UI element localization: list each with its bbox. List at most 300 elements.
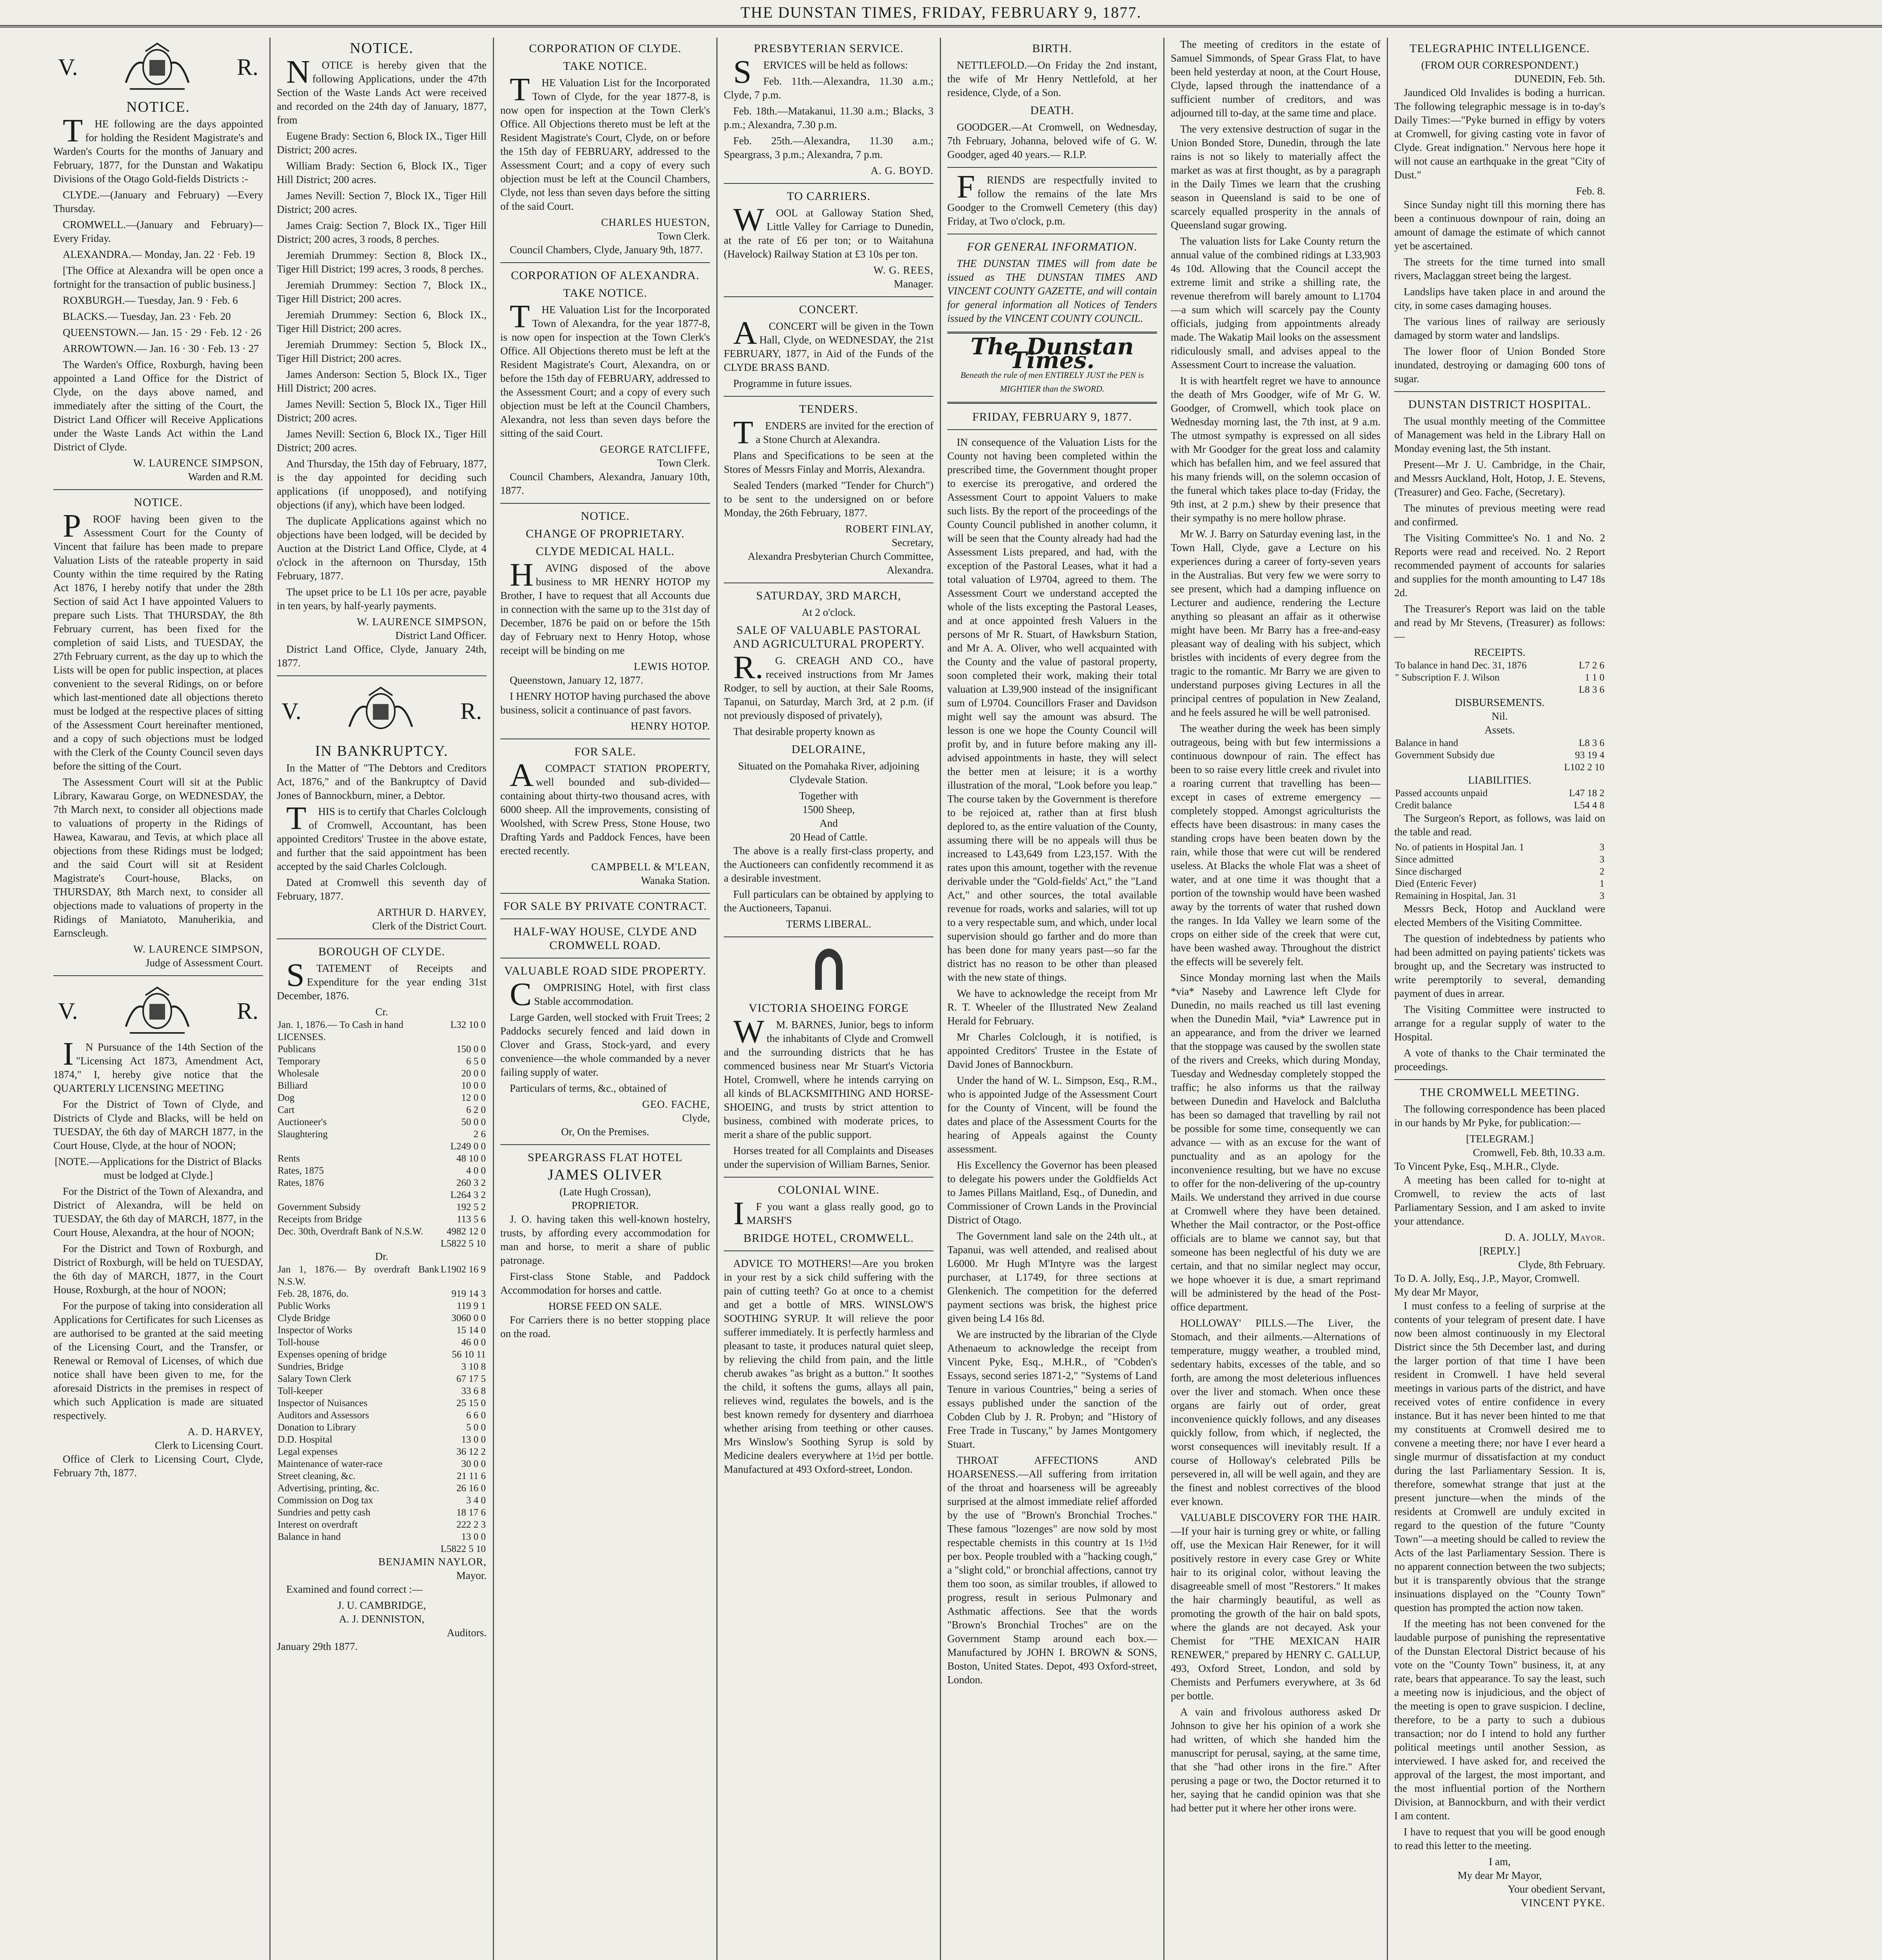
table-cell-label: Government Subsidy [278, 1202, 361, 1212]
signature-place: Alexandra Presbyterian Church Committee, Alexandra. [748, 550, 934, 576]
divider [1394, 391, 1605, 392]
divider [947, 429, 1157, 430]
table-cell-label: Jan 1, 1876.— By overdraft Bank N.S.W. [278, 1264, 439, 1287]
signature: ARTHUR D. HARVEY, [377, 906, 487, 918]
table-cell-label: Sundries, Bridge [278, 1361, 344, 1372]
licensing-clyde: For the District of Town of Clyde, and Districts of Clyde and Blacks, will be held on TUESDAY, the 6th day of MARCH 1877, in the Court House, Clyde, at the hour of NOON; [53, 1098, 263, 1151]
reply-body: I have to request that you will be good enough to read this letter to the meeting. [1394, 1826, 1605, 1851]
dateline: DUNEDIN, Feb. 5th. [1514, 73, 1605, 85]
coat-of-arms-icon [118, 40, 196, 94]
masthead: THE DUNSTAN TIMES, FRIDAY, FEBRUARY 9, 1877. [0, 0, 1882, 27]
notice-heading: NOTICE. [134, 496, 183, 509]
table-cell-amount: 93 19 4 [1575, 750, 1604, 760]
table-cell-label: Died (Enteric Fever) [1395, 878, 1476, 889]
alexandra-note: [The Office at Alexandra will be open once a fortnight for the transaction of public business.] [53, 265, 263, 290]
table-row [277, 1288, 487, 1300]
table-row [277, 1165, 487, 1177]
take-notice-heading: TAKE NOTICE. [563, 287, 647, 299]
news-item: VALUABLE DISCOVERY FOR THE HAIR.—If your hair is turning grey or white, or falling off, use the Mexican Hair Renewer, for it will positively restore in every case Grey or White hair to its original color, without leaving the disagreeable smell of most "Restorers." It makes the hair charmingly beautiful, as well as promoting the growth of the hair on bald spots, where the glands are not decayed. Ask your Chemist for "THE MEXICAN HAIR RENEWER," prepared by HENRY C. GALLUP, 493, Oxford Street, London, and sold by Chemists and Perfumers everywhere, at 3s 6d per bottle. [1171, 1512, 1381, 1702]
meeting-intro: The following correspondence has been placed in our hands by Mr Pyke, for publication:— [1394, 1103, 1605, 1129]
news-item: Since Monday morning last when the Mails *via* Naseby and Lawrence left Clyde for Dunedin, no mails reached us till last evening when the Dunedin Mail, *via* Lawrence put in an appearance, and from the driver we learned that the stoppage was caused by the swollen state of the rivers and Creeks, which during Monday, Tuesday and Wednesday completely stopped the traffic; he also informs us that the railway between Dunedin and Havelock and Balclutha has been so damaged that travelling by rail not be possible for some time, consequently we can advance — with as an excuse for the want of punctuality and as an apology for the inconvenience resulting, but we have no excuse to offer for the non-delivering of the up-country Mails. We understand they arrived in due course at Cromwell where they have been detained. Whether the Mail contractor, or the Post-office officials are to blame we cannot say, but that someone has been neglectful of his duty we are certain, and that no similar neglect may occur, we hope whoever it is due, a smart reprimand will be administered by the head of the Post-office department. [1171, 972, 1381, 1313]
signature: W. LAURENCE SIMPSON, [133, 943, 263, 955]
table-row [1394, 659, 1605, 671]
medical-hall-text: HAVING disposed of the above business to MR HENRY HOTOP my Brother, I have to request that all Accounts due in connection with the same up to the 31st day of December, 1876 be paid on or before the 15th day of February next to Henry Hotop, whose receipt will be binding on me [500, 557, 710, 656]
licensing-note: [NOTE.—Applications for the District of Blacks must be lodged at Clyde.] [54, 1156, 262, 1181]
notice-heading: NOTICE. [126, 99, 190, 115]
speargrass-heading: SPEARGRASS FLAT HOTEL [527, 1151, 683, 1164]
table-cell-amount: 6 5 0 [466, 1056, 486, 1067]
news-item: The very extensive destruction of sugar in the Union Bonded Store, Dunedin, through the late rains is not so likely to materially affect the market as was at first thought, as by a paragraph in the Daily Times we learn that the crushing season in Queensland is said to be one of scarcely equalled prosperity in the annals of Queensland sugar growing. [1171, 123, 1381, 231]
column-3 [494, 38, 718, 1960]
auction-text: The duplicate Applications against which no objections have been lodged, will be decided by Auction at the District Land Office, Clyde, at 4 o'clock in the afternoon on Thursday, 15th February, 1877. [277, 515, 487, 582]
table-cell-amount: 4 0 0 [466, 1165, 486, 1176]
private-contract-heading: FOR SALE BY PRIVATE CONTRACT. [503, 900, 707, 913]
for-sale-heading: FOR SALE. [574, 745, 636, 758]
table-row [277, 1300, 487, 1312]
tenders-text: TENDERS are invited for the erection of a Stone Church at Alexandra. [733, 414, 934, 451]
waste-lands-intro: NOTICE is hereby given that the following Applications, under the 47th Section of the Waste Lands Act were received and recorded on the 24th day of January, 1877, from [277, 54, 487, 126]
table-cell-amount: 30 0 0 [461, 1459, 486, 1469]
blacks-schedule: BLACKS.— Tuesday, Jan. 23 · Feb. 20 [63, 310, 231, 322]
editorial-dateline: FRIDAY, FEBRUARY 9, 1877. [972, 410, 1132, 423]
statement-date: January 29th 1877. [277, 1641, 358, 1652]
take-notice-heading: TAKE NOTICE. [563, 60, 647, 73]
list-item: Jeremiah Drummey: Section 8, Block IX., Tiger Hill District; 199 acres, 3 roods, 8 perches. [277, 249, 487, 275]
wool-text: WOOL at Galloway Station Shed, Little Valley for Carriage to Dunedin, at the rate of £6 per ton; or to Waitahuna (Havelock) Railway Station at £3 10s per ton. [724, 201, 934, 260]
cromwell-schedule: CROMWELL.—(January and February)—Every Friday. [53, 219, 263, 244]
table-row [1394, 853, 1605, 866]
table-cell-amount: 3060 0 0 [451, 1313, 486, 1323]
news-item: HOLLOWAY' PILLS.—The Liver, the Stomach, and their ailments.—Alternations of temperature, muggy weather, a troubled mind, sedentary habits, excesses of the table, and so forth, are among the most deleterious influences over the liver and stomach. When once these organs are fairly out of order, great inconvenience quickly follows, and any diseases quickly follow, from which, if neglected, the worst consequences will inevitably result. If a course of Holloway's celebrated Pills be persevered in, all will be well again, and they are the finest and noblest correctives of the blood ever known. [1171, 1317, 1381, 1507]
table-row [277, 1373, 487, 1385]
news-item: The weather during the week has been simply outrageous, being with but few intermissions a continuous downpour of rain. The effect has been to so raise every little creek and rivulet into a roaring current that travelling has been—except in cases of extreme emergency — completely stopped. Amongst agriculturists the effects have been disastrous: in many cases the standing crops have been beaten down by the rain, while those that were cut will be rendered useless. At Blacks the whole Flat was a sheet of water, and at one time it was thought that a portion of the township would have been washed away by the torrents of water that rushed down the ranges. In Ida Valley we learn some of the crops on either side of the creek that were cut, have been washed away. Throughout the district the effects will be severely felt. [1171, 722, 1381, 967]
pastoral-sale-heading: SALE OF VALUABLE PASTORAL AND AGRICULTURAL PROPERTY. [733, 624, 925, 650]
table-cell-amount: 18 17 6 [456, 1507, 486, 1518]
table-cell-label: Rents [278, 1153, 300, 1164]
table-cell-label: Salary Town Clerk [278, 1374, 352, 1384]
licensing-roxburgh: For the District and Town of Roxburgh, and District of Roxburgh, will be held on TUESDAY, the 6th day of MARCH, 1877, in the Court House, Roxburgh, at the hour of NOON; [53, 1243, 263, 1296]
bankruptcy-matter: In the Matter of "The Debtors and Creditors Act, 1876," and of the Bankruptcy of David Jones of Bannockburn, miner, a Debtor. [277, 762, 487, 801]
table-row [277, 1446, 487, 1458]
signature-title: District Land Officer. [395, 630, 487, 641]
telegram-text: The lower floor of Union Bonded Store inundated, destroying or damaging 600 tons of sugar. [1394, 345, 1605, 385]
signature: GEO. FACHE, [642, 1098, 710, 1110]
newspaper-flag: The Dunstan Times. [970, 333, 1134, 374]
late-owner: (Late Hugh Crossan), [559, 1186, 651, 1198]
terms-text: Particulars of terms, &c., obtained of [510, 1082, 667, 1094]
correspondent-line: (FROM OUR CORRESPONDENT.) [1421, 59, 1579, 71]
signature-place: Council Chambers, Clyde, January 9th, 1877. [510, 244, 703, 256]
signature: W. LAURENCE SIMPSON, [133, 457, 263, 469]
table-row [277, 1213, 487, 1225]
table-cell-amount: 10 0 0 [461, 1080, 486, 1091]
signature: VINCENT PYKE. [1521, 1897, 1605, 1909]
roxburgh-schedule: ROXBURGH.— Tuesday, Jan. 9 · Feb. 6 [63, 294, 238, 306]
divider [724, 1177, 934, 1178]
forge-text: WM. BARNES, Junior, begs to inform the inhabitants of Clyde and Cromwell and the surrounding districts that he has commenced business near Mr Stuart's Victoria Hotel, Cromwell, where he intends carrying on all kinds of BLACKSMITHING AND HORSE-SHOEING, and trusts by strict attention to business, combined with moderate prices, to merit a share of the public support. [724, 1013, 934, 1140]
plans-text: Plans and Specifications to be seen at the Stores of Messrs Finlay and Morris, Alexandra. [724, 450, 934, 475]
table-cell-label: Toll-house [278, 1337, 320, 1348]
news-item: We have to acknowledge the receipt from Mr R. T. Wheeler of the Illustrated New Zealand Herald for February. [947, 987, 1157, 1027]
table-cell-amount: 3 [1599, 891, 1604, 901]
birth-notice: NETTLEFOLD.—On Friday the 2nd instant, the wife of Mr Henry Nettlefold, at her residence, Clyde, of a Son. [947, 59, 1157, 98]
bridge-hotel-name: BRIDGE HOTEL, CROMWELL. [743, 1232, 914, 1245]
table-cell-label: Maintenance of water-race [278, 1459, 383, 1469]
news-item: The meeting of creditors in the estate of Samuel Simmonds, of Spear Grass Flat, to have been held yesterday at noon, at the Court House, Clyde, lapsed through the inattendance of a sufficient number of creditors, and was adjourned till to-day, at the same time and place. [1171, 38, 1381, 119]
news-item: THROAT AFFECTIONS AND HOARSENESS.—All suffering from irritation of the throat and hoarseness will be agreeably surprised at the almost immediate relief afforded by the use of "Brown's Bronchial Troches." These famous "lozenges" are now sold by most respectable chemists in this country at 1s 1½d per box. People troubled with a "hacking cough," a "slight cold," or bronchial affections, cannot try them too soon, as similar troubles, if allowed to progress, result in serious Pulmonary and Asthmatic affections. See that the words "Brown's Bronchial Troches" are on the Government Stamp around each box.—Manufactured by JOHN I. BROWN & SONS, Boston, United States. Depot, 493 Oxford-street, London. [947, 1454, 1157, 1686]
signature-place: Office of Clerk to Licensing Court, Clyde, February 7th, 1877. [53, 1453, 263, 1479]
closing-line: Your obedient Servant, [1508, 1883, 1605, 1895]
disbursements-label: DISBURSEMENTS. [1455, 697, 1545, 708]
reply-label: [REPLY.] [1479, 1245, 1520, 1257]
table-cell-label: Inspector of Nuisances [278, 1398, 368, 1408]
table-row [1394, 761, 1605, 773]
table-row [277, 1470, 487, 1482]
arrowtown-schedule: ARROWTOWN.— Jan. 16 · 30 · Feb. 13 · 27 [63, 343, 259, 354]
funeral-notice: FRIENDS are respectfully invited to follow the remains of the late Mrs Goodger to the Cromwell Cemetery (this day) Friday, at Two o'clock, p.m. [947, 169, 1157, 227]
table-row [277, 1055, 487, 1067]
news-item: We are instructed by the librarian of the Clyde Athenaeum to acknowledge the receipt from Vincent Pyke, Esq., M.H.R., of "Cobden's Essays, second series 1871-2," "Systems of Land Tenure in various Countries," being a series of essays published under the sanction of the Cobden Club by J. R. Probyn; and "History of Free Trade in Tuscany," by James Montgomery Stuart. [947, 1328, 1157, 1450]
columns [47, 38, 1835, 1960]
table-cell-amount: L7 2 6 [1579, 660, 1604, 671]
closing-line: I am, [1489, 1856, 1511, 1867]
licensing-purpose: For the purpose of taking into consideration all Applications for Certificates for such Licenses as are authorised to be granted at the said meeting of the Licensing Court, and the Transfer, or Renewal or Removal of Licenses, of which due notice shall have been given to me, for the aforesaid Districts in the premises in respect of which such Application is made are situated respectively. [53, 1300, 263, 1421]
clyde-schedule: CLYDE.—(January and February) —Every Thursday. [53, 189, 263, 214]
hospital-text: The minutes of previous meeting were read and confirmed. [1394, 502, 1605, 528]
table-row [1394, 684, 1605, 696]
table-cell-label: Donation to Library [278, 1422, 356, 1433]
table-row [1394, 866, 1605, 878]
addressee: To D. A. Jolly, Esq., J.P., Mayor, Cromwell. [1394, 1272, 1580, 1284]
signature-title: Warden and R.M. [188, 471, 263, 483]
table-row [277, 1043, 487, 1055]
concert-heading: CONCERT. [799, 303, 859, 316]
signature: CHARLES HUESTON, [601, 216, 710, 228]
table-cell-label: Since discharged [1395, 866, 1462, 877]
carriers-heading: TO CARRIERS. [787, 190, 871, 203]
table-cell-label: Wholesale [278, 1068, 319, 1079]
table-row [277, 1238, 487, 1250]
table-cell-amount: L1902 16 9 [440, 1264, 486, 1275]
table-cell-amount: 3 [1599, 854, 1604, 865]
table-cell-label: Receipts from Bridge [278, 1214, 362, 1225]
table-cell-amount: 3 4 0 [466, 1495, 486, 1506]
death-heading: DEATH. [1030, 104, 1074, 117]
table-cell-label: Street cleaning, &c. [278, 1471, 356, 1481]
table-row [277, 1361, 487, 1373]
hospital-text: Present—Mr J. U. Cambridge, in the Chair, and Messrs Auckland, Holt, Hotop, J. E. Stevens, (Treasurer) and Geo. Fache, (Secretary). [1394, 459, 1605, 498]
credit-label: Cr. [375, 1006, 388, 1018]
table-cell-amount: L249 0 0 [450, 1141, 486, 1152]
table-cell-amount: L5822 5 10 [440, 1238, 486, 1249]
divider [1394, 1079, 1605, 1080]
crest-letter-r: R. [236, 54, 258, 80]
column-5 [941, 38, 1164, 1960]
divider [277, 675, 487, 676]
table-cell-label [277, 1238, 436, 1250]
table-cell-label: Feb. 28, 1876, do. [278, 1289, 349, 1299]
liabilities-table [1394, 787, 1605, 811]
table-cell-label [277, 1189, 436, 1201]
property-line: Together with [799, 790, 858, 802]
table-row [1394, 749, 1605, 761]
signature: W. G. REES, [873, 264, 934, 276]
table-cell-amount: 2 [1599, 866, 1604, 877]
proprietor-title: PROPRIETOR. [571, 1200, 639, 1211]
debit-label: Dr. [375, 1250, 389, 1262]
table-cell-label: Expenses opening of bridge [278, 1349, 387, 1360]
news-item: His Excellency the Governor has been pleased to delegate his powers under the Goldfields Act to James Pillans Maitland, Esq., of Dunedin, and Commissioner of Crown Lands in the Provincial District of Otago. [947, 1159, 1157, 1226]
crest-letter-r: R. [236, 998, 258, 1024]
divider [947, 167, 1157, 168]
table-cell-label: Clyde Bridge [278, 1313, 331, 1323]
hospital-text: The Treasurer's Report was laid on the table and read by Mr Stevens, (Treasurer) as follows:— [1394, 603, 1605, 642]
wine-heading: COLONIAL WINE. [778, 1183, 879, 1196]
bankruptcy-heading: IN BANKRUPTCY. [315, 743, 449, 759]
divider [277, 938, 487, 939]
table-cell-amount: 12 0 0 [461, 1093, 486, 1103]
table-row [277, 1067, 487, 1080]
table-row [277, 1336, 487, 1348]
debit-table [277, 1263, 487, 1555]
addressee: To Vincent Pyke, Esq., M.H.R., Clyde. [1394, 1160, 1559, 1172]
table-row [1394, 878, 1605, 890]
hospital-text: The usual monthly meeting of the Committee of Management was held in the Library Hall on Monday evening last, the 5th instant. [1394, 415, 1605, 454]
hospital-text: Messrs Beck, Hotop and Auckland were elected Members of the Visiting Committee. [1394, 903, 1605, 928]
land-office-text: The Warden's Office, Roxburgh, having been appointed a Land Office for the District of Clyde, on the days above named, and immediately after the sitting of the Court, the District Land Officer will Receive Applications under the Waste Lands Act within the Land District of Clyde. [53, 359, 263, 453]
dateline: Cromwell, Feb. 8th, 10.33 a.m. [1473, 1147, 1605, 1158]
divider [724, 936, 934, 937]
service-item: Feb. 18th.—Matakanui, 11.30 a.m.; Blacks, 3 p.m.; Alexandra, 7.30 p.m. [724, 105, 934, 131]
divider [724, 183, 934, 184]
table-row [277, 1312, 487, 1324]
alexandra-schedule: ALEXANDRA.— Monday, Jan. 22 · Feb. 19 [63, 249, 255, 260]
carriers-text: For Carriers there is no better stopping place on the road. [500, 1314, 710, 1339]
bankruptcy-date: Dated at Cromwell this seventh day of February, 1877. [277, 877, 487, 902]
table-cell-label: Sundries and petty cash [278, 1507, 371, 1518]
hospital-text: The Surgeon's Report, as follows, was laid on the table and read. [1394, 812, 1605, 838]
forge-heading: VICTORIA SHOEING FORGE [748, 1002, 909, 1014]
tenders-heading: TENDERS. [799, 403, 858, 416]
signature-title: Clerk of the District Court. [372, 920, 487, 932]
telegram-text: Since Sunday night till this morning there has been a continuous downpour of rain, doing an amount of damage the estimate of which cannot yet be ascertained. [1394, 199, 1605, 252]
table-row [1394, 737, 1605, 749]
table-row [277, 1128, 487, 1140]
table-cell-amount: 192 5 2 [456, 1202, 486, 1212]
table-row [277, 1409, 487, 1421]
hotop-text: I HENRY HOTOP having purchased the above business, solicit a continuance of past favors. [500, 690, 710, 716]
table-cell-label: D.D. Hospital [278, 1434, 332, 1445]
signature-place: District Land Office, Clyde, January 24th, 1877. [277, 643, 487, 669]
table-cell-amount: 222 2 3 [456, 1519, 486, 1530]
table-row [277, 1140, 487, 1152]
decision-date-text: And Thursday, the 15th day of February, 1877, is the day appointed for deciding such applications (if unopposed), and notifying objections (if any), which have been lodged. [277, 458, 487, 511]
signature: D. A. JOLLY, Mayor. [1504, 1231, 1605, 1243]
signature: LEWIS HOTOP. [634, 661, 710, 672]
crest-letter-v: V. [58, 54, 78, 80]
table-row [277, 1482, 487, 1494]
table-row [277, 1031, 487, 1043]
list-item: Eugene Brady: Section 6, Block IX., Tiger Hill District; 200 acres. [277, 130, 487, 156]
table-row [277, 1080, 487, 1092]
table-row [277, 1189, 487, 1201]
liabilities-label: LIABILITIES. [1468, 774, 1531, 786]
concert-text: ACONCERT will be given in the Town Hall, Clyde, on WEDNESDAY, the 21st FEBRUARY, 1877, in Aid of the Funds of the CLYDE BRASS BAND. [724, 315, 934, 373]
table-row [277, 1385, 487, 1397]
table-cell-amount: 150 0 0 [456, 1044, 486, 1054]
table-row [277, 1397, 487, 1409]
investment-text: The above is a really first-class property, and the Auctioneers can confidently recommend it as a desirable investment. [724, 845, 934, 884]
divider [500, 893, 710, 894]
crest-letter-r: R. [460, 698, 482, 724]
assessment-notice-text: PROOF having been given to the Assessment Court for the County of Vincent that failure has been made to prepare Valuation Lists of the rateable property in said County within the time required by the Rating Act 1876, I hereby notify that under the 28th Section of said Act I have appointed Valuers to prepare such Lists. That THURSDAY, the 8th February current, has been fixed for the completion of said Lists, and TUESDAY, the 27th February current, as the day up to which the Lists will be open for public inspection, at places convenient to the several Ridings, on or before which last-mentioned date all objections thereto must be lodged at the respective places of sitting of the Assessment Court hereinafter mentioned, and a copy of such objections must be lodged with the Clerk of the County Council seven days before the sitting of the Court. [53, 508, 263, 772]
particulars-text: Full particulars can be obtained by applying to the Auctioneers, Tapanui. [724, 888, 934, 914]
table-cell-amount: 1 1 0 [1585, 672, 1604, 683]
property-name: DELORAINE, [791, 743, 866, 756]
divider [724, 1250, 934, 1251]
divider [53, 489, 263, 490]
signature: HENRY HOTOP. [630, 720, 710, 732]
reply-body: If the meeting has not been convened for the laudable purpose of punishing the representative of the Dunstan Electoral District because of his vote on the "County Town" business, it, at any rate, bears that appearance. To say the least, such a meeting now is injudicious, and the object of the meeting is open to grave suspicion. I decline, therefore, to be a party to such a dubious transaction; nor do I intend to hold any further political meetings until another Session, as interviewed. I have asked for, and received the approval of the largest, the most important, and the most influential portion of the Northern Division, at Bannockburn, and with their verdict I am content. [1394, 1618, 1605, 1822]
news-item: A vain and frivolous authoress asked Dr Johnson to give her his opinion of a work she had written, of which she handed him the manuscript for perusal, saying, at the same time, that she "had other irons in the fire." After perusing a page or two, the Doctor returned it to her, saying that he candid opinion was that she had better put it where her other irons were. [1171, 1706, 1381, 1814]
hospital-heading: DUNSTAN DISTRICT HOSPITAL. [1408, 398, 1591, 411]
table-row [277, 1506, 487, 1519]
column-1 [47, 38, 271, 1960]
halfway-house-heading: HALF-WAY HOUSE, CLYDE AND CROMWELL ROAD. [513, 925, 697, 952]
divider [500, 918, 710, 919]
table-cell-label [277, 1140, 436, 1152]
table-cell-label: LICENSES. [278, 1032, 326, 1042]
notice-heading: NOTICE. [581, 510, 630, 523]
table-cell-amount: 1 [1599, 878, 1604, 889]
table-row [277, 1019, 487, 1031]
patients-table [1394, 841, 1605, 902]
table-cell-amount: 6 6 0 [466, 1410, 486, 1421]
table-cell-label: Publicans [278, 1044, 316, 1054]
coat-of-arms-icon [118, 984, 196, 1038]
list-item: James Anderson: Section 5, Block IX., Tiger Hill District; 200 acres. [277, 368, 487, 394]
table-cell-amount: 113 5 6 [456, 1214, 486, 1225]
property-line: 20 Head of Cattle. [790, 831, 868, 843]
table-cell-label: Jan. 1, 1876.— To Cash in hand [278, 1020, 403, 1030]
news-item: Mr W. J. Barry on Saturday evening last, in the Town Hall, Clyde, gave a Lecture on his experiences during a career of forty-seven years in the Australias. But very few we were sorry to see present, which had a damping influence on Lecturer and audience, rendering the Lecture anything so pleasant an affair as it otherwise might have been. Mr Barry has a free-and-easy pleasant way of dealing with his subject, which bristles with incidents of every degree from the tragic to the romantic. Mr Barry we are given to understand purposes giving Lectures in all the principal centres of population in New Zealand, and he feels assured he will be well patronised. [1171, 528, 1381, 718]
station-sale-text: ACOMPACT STATION PROPERTY, well bounded and sub-divided—containing about thirty-two thousand acres, with 6000 sheep. All the improvements, consisting of Woolshed, with Screw Press, Stone House, two Drafting Yards and Paddock Fences, have been erected recently. [500, 757, 710, 857]
table-cell-label: Advertising, printing, &c. [278, 1483, 379, 1494]
list-item: James Nevill: Section 5, Block IX., Tiger Hill District; 200 acres. [277, 398, 487, 424]
table-cell-amount: 20 0 0 [461, 1068, 486, 1079]
horseshoe-icon [805, 943, 852, 994]
property-intro: That desirable property known as [733, 726, 875, 737]
crest-letter-v: V. [282, 698, 302, 724]
list-item: Jeremiah Drummey: Section 5, Block IX., Tiger Hill District; 200 acres. [277, 339, 487, 364]
reply-body: I must confess to a feeling of surprise at the contents of your telegram of present date. I have now been almost continuously in my Electoral District since the 5th December last, and during the larger portion of that time I have been resident in Cromwell. I have held several meetings in various parts of the district, and have received votes of entire confidence in every instance. But it has never been hinted to me that my constituents at Cromwell desired me to convene a meeting there; nor have I ever heard a single murmur of dissatisfaction at my conduct during the last Parliamentary Session. It is, therefore, somewhat strange that just at the present juncture—when the minds of the residents at Cromwell are unduly excited in regard to the question of the future "County Town"—a meeting should be called to review the Acts of the last Parliamentary Session. There is no apparent connection between the two subjects; but it is transparently obvious that the strange insinuations displayed on the "County Town" question has prompted the action now taken. [1394, 1300, 1605, 1613]
table-cell-amount: L8 3 6 [1579, 684, 1604, 695]
royal-crest [53, 982, 263, 1040]
table-row [277, 1543, 487, 1555]
horses-text: Horses treated for all Complaints and Diseases under the supervision of William Barnes, Senior. [724, 1145, 934, 1170]
alexandra-corporation-heading: CORPORATION OF ALEXANDRA. [511, 269, 699, 282]
telegram-label: [TELEGRAM.] [1466, 1133, 1533, 1145]
property-line: 1500 Sheep, [802, 804, 855, 815]
news-item: Mr Charles Colclough, it is notified, is appointed Creditors' Trustee in the Estate of David Jones of Bannockburn. [947, 1031, 1157, 1070]
table-cell-amount: 25 15 0 [456, 1398, 486, 1408]
table-cell-label: Dec. 30th, Overdraft Bank of N.S.W. [278, 1226, 423, 1237]
bankruptcy-text: THIS is to certify that Charles Colclough of Cromwell, Accountant, has been appointed Creditors' Trustee in the above estate, and further that the said appointment has been accepted by the said Charles Colclough. [277, 800, 487, 872]
news-item: Under the hand of W. L. Simpson, Esq., R.M., who is appointed Judge of the Assessment Court for the County of Vincent, will be found the dates and place of the Assessment Courts for the hearing of Appeals against the County assessment. [947, 1074, 1157, 1155]
divider [724, 296, 934, 297]
service-item: Feb. 25th.—Alexandra, 11.30 a.m.; Speargrass, 3 p.m.; Alexandra, 7 p.m. [724, 135, 934, 160]
signature-place: Queenstown, January 12, 1877. [510, 674, 643, 686]
table-cell-label: " Subscription F. J. Wilson [1395, 672, 1500, 683]
news-item: The valuation lists for Lake County return the annual value of the combined ridings at L33,903 4s 10d. Allowing that the Council accept the extreme limit and strike a shilling rate, the revenue therefrom will barely amount to L1704—a sum which will scarcely pay the County officials, judging from appointments already made. The Wakatip Mail looks on the assessment ridiculously small, and advises appeal to the Assessment Court to increase the valuation. [1171, 235, 1381, 370]
telegram-text: Jaundiced Old Invalides is boding a hurrican. The following telegraphic message is in to-day's Daily Times:—"Pyke burned in effigy by voters at Cromwell, for giving casting vote in favor of Clyde. Great indignation." Nervous here hope it will not cause an earthquake in the great "City of Dust." [1394, 87, 1605, 181]
table-row [1394, 890, 1605, 902]
disbursements-value: Nil. [1491, 710, 1508, 722]
table-cell-label: Public Works [278, 1301, 331, 1311]
general-info-heading: FOR GENERAL INFORMATION. [967, 240, 1137, 253]
table-row [277, 1458, 487, 1470]
table-cell-amount: 2 6 [473, 1129, 486, 1140]
signature-title: Town Clerk. [657, 457, 710, 469]
salutation: My dear Mr Mayor, [1394, 1286, 1479, 1298]
news-item: It is with heartfelt regret we have to announce the death of Mrs Goodger, wife of Mr G. W. Goodger, of Cromwell, which took place on Wednesday morning last, the 7th inst, at 9 a.m. The utmost sympathy is expressed on all sides with Mr Goodger for the great loss and calamity which has befallen him, and we feel assured that his many friends will, on the solemn occasion of the funeral which takes place to-day (Friday, the 9th inst, at 2 p.m.) shew by their presence that their sympathy is no mere hollow phrase. [1171, 375, 1381, 524]
table-row [277, 1116, 487, 1128]
table-cell-label: Billiard [278, 1080, 308, 1091]
medical-hall-heading: CLYDE MEDICAL HALL. [536, 545, 675, 558]
clyde-valuation-text: THE Valuation List for the Incorporated Town of Clyde, for the year 1877-8, is now open for inspection at the Town Clerk's Office. All Objections thereto must be left at the Resident Magistrate's Court, Clyde, on or before the 15th day of FEBRUARY, addressed to the Assessment Court; and a copy of every such objection must be left at the Council Chambers, Clyde, not less than seven days before the sitting of the said Court. [500, 71, 710, 212]
column-2 [271, 38, 494, 1960]
table-row [1394, 671, 1605, 684]
proprietary-heading: CHANGE OF PROPRIETARY. [526, 527, 685, 540]
table-cell-label: Inspector of Works [278, 1325, 352, 1336]
programme-text: Programme in future issues. [733, 377, 852, 389]
receipts-label: RECEIPTS. [1474, 646, 1526, 658]
table-cell-amount: 26 16 0 [456, 1483, 486, 1494]
royal-crest [277, 682, 487, 740]
borough-heading: BOROUGH OF CLYDE. [318, 945, 445, 958]
table-cell-label: No. of patients in Hospital Jan. 1 [1395, 842, 1524, 853]
sale-time: At 2 o'clock. [801, 606, 856, 618]
dateline: Feb. 8. [1576, 185, 1605, 197]
assessment-court-text: The Assessment Court will sit at the Public Library, Kawarau Gorge, on WEDNESDAY, the 7th March next, to consider all objections made to valuations of property in the Ridings of Hawea, Kawarau, and Tevis, at which place all objections from these Ridings must be lodged; and the said Court will sit at Resident Magistrate's Court-house, Blacks, on THURSDAY, 8th March next, to consider all objections made to valuations of property in the Ridings of Maniatoto, Manuherikia, and Earnscleugh. [53, 776, 263, 939]
divider [947, 402, 1157, 404]
signature-title: Clerk to Licensing Court. [155, 1439, 263, 1451]
table-row [277, 1225, 487, 1238]
coat-of-arms-icon [342, 684, 420, 739]
signature-title: Mayor. [456, 1570, 487, 1581]
editorial-text: IN consequence of the Valuation Lists for the County not having been completed within the prescribed time, the Government thought proper to exercise its prerogative, and ordered the Assessment Court to appoint Valuers to make such lists. By the report of the proceedings of the County Council published in another column, it will be seen that the County already had had the Assessment Lists prepared, and had, with the exception of the Pastoral Leases, what it had a total valuation of L9704, agreed to them. The Assessment Court we understand accepted the whole of the lists excepting the Pastoral Leases, and at once appointed fresh Valuers in the persons of Mr R. Stuart, of Hawksburn Station, and Mr A. A. Oliver, who well acquainted with the County and the value of pastoral property, soon completed their work, making their total valuation at L39,900 instead of the insignificant sum of L9704. Councillors Fraser and Davidson might well say the amount was absurd. The lesson is one we hope the County Council will profit by, and in future before making any ill-advised appointments in haste, they will select the better men at leisure; it is a worthy illustration of the moral, "Look before you leap." The course taken by the Government is therefore to be rejoiced at, rather than at first blush deplored to, as the entire valuation of the County, assuming there will be no appeals will thus be increased to L43,649 from L23,157. With the rates upon this amount, together with the revenue derivable under the "Gold-fields' Act," the "Land Act," and other sources, the total available revenue for roads, works and salaries, will tot up to a very respectable sum, and which, under local supervision should go farther and do more than has been done for many years past—so far the district has no reason to be other than pleased with the new state of things. [947, 436, 1157, 983]
divider [500, 1144, 710, 1145]
wine-text: IF you want a glass really good, go to MARSH'S [733, 1195, 934, 1232]
column-4 [718, 38, 941, 1960]
table-cell-amount: 21 11 6 [456, 1471, 486, 1481]
table-cell-label: Temporary [278, 1056, 321, 1067]
court-days-text: THE following are the days appointed for holding the Resident Magistrate's and Warden's Courts for the months of January and February, 1877, for the Dunstan and Wakatipu Divisions of the Otago Gold-fields Districts :- [53, 113, 263, 185]
divider [53, 975, 263, 976]
horse-feed-line: HORSE FEED ON SALE. [548, 1300, 662, 1312]
signature-title: Manager. [894, 278, 934, 290]
auditor-name: A. J. DENNISTON, [339, 1613, 425, 1625]
table-cell-label: Slaughtering [278, 1129, 328, 1140]
crest-letter-v: V. [58, 998, 78, 1024]
table-cell-label [1394, 684, 1570, 696]
road-property-heading: VALUABLE ROAD SIDE PROPERTY. [504, 964, 707, 977]
table-row [277, 1421, 487, 1434]
table-row [277, 1201, 487, 1213]
column-7 [1388, 38, 1611, 1960]
auction-text: R.G. CREAGH AND CO., have received instructions from Mr James Rodger, to sell by auction, at their Sale Rooms, Tapanui, on Saturday, March 3rd, at 2 p.m. (if not previously disposed of privately), [724, 649, 934, 721]
table-row [277, 1531, 487, 1543]
